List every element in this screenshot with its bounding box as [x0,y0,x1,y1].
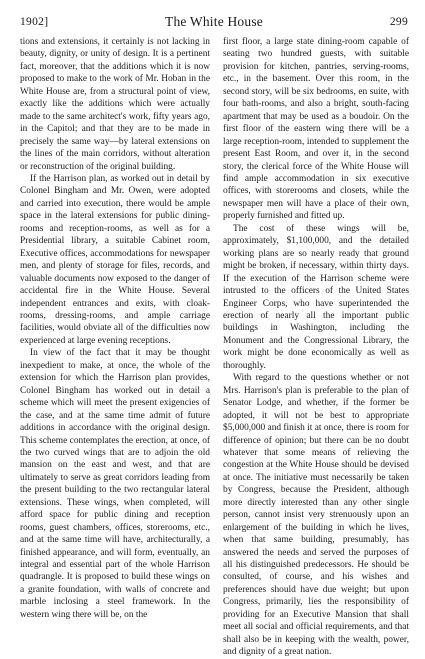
running-header [20,14,408,30]
paragraph: If the Harrison plan, as worked out in detail by Colonel Bingham and Mr. Owen, were adopted and carried into execution, there would be ample space in the lateral extensions for public dining-rooms and reception-rooms, as well as for a Presidential library, a suitable Cabinet room, Executive offices, accommodations for newspaper men, and plenty of storage for files, records, and valuable documents now exposed to the danger of accidental fire in the White House. Several independent entrances and exits, with cloak-rooms, dressing-rooms, and ample carriage facilities, would obviate all of the difficulties now experienced at large evening receptions. [20,173,210,346]
header-year: 1902] [20,16,49,28]
paragraph: first floor, a large state dining-room capable of seating two hundred guests, with suitable provision for kitchen, pantries, serving-rooms, etc., in the basement. Over this room, in the second story, will be six bedrooms, en suite, with four bath-rooms, and also a bright, south-facing apartment that may be used as a boudoir. On the first floor of the eastern wing there will be a large reception-room, intended to supplement the present East Room, and over it, in the second story, the clerical force of the White House will find ample accommodation in six executive offices, with storerooms and closets, while the newspaper men will have a place of their own, properly furnished and fitted up. [223,37,409,222]
page-number: 299 [389,16,408,28]
right-column [223,36,409,659]
paragraph: With regard to the questions whether or not Mrs. Harrison's plan is preferable to the plan of Senator Lodge, and whether, if the former be adopted, it will not be best to appropriate $5,000,000 and finish it at once, there is room for difference of opinion; but there can be no doubt whatever that some means of relieving the congestion at the White House should be devised at once. The initiative must necessarily be taken by Congress, because the President, although more directly interested than any other single person, cannot insist very strenuously upon an enlargement of the building in which he lives, when that same building, presumably, has answered the needs and served the purposes of all his distinguished predecessors. He should be consulted, of course, and his wishes and preferences should have due weight; but upon Congress, primarily, lies the responsibility of providing for an Executive Mansion that shall meet all social and official requirements, and that shall also be in keeping with the wealth, power, and dignity of a great nation. [223,373,409,658]
paragraph: tions and extensions, it certainly is not lacking in beauty, dignity, or unity of design. It is a pertinent fact, moreover, that the additions which it is now proposed to make to the work of Mr. Hoban in the White House are, from a structural point of view, exactly like the additions which were actually made to the same architect's work, fifty years ago, in the Capitol; and that they are to be made in precisely the same way—by lateral extensions on the lines of the main corridors, without alteration or reconstruction of the original building. [20,37,210,172]
paragraph: The cost of these wings will be, approximately, $1,100,000, and the detailed working plans are so nearly ready that ground might be broken, if necessary, within thirty days. If the execution of the Harrison scheme were intrusted to the officers of the United States Engineer Corps, who have superintended the erection of nearly all the important public buildings in Washington, including the Monument and the Congressional Library, the work might be done economically as well as thoroughly. [223,223,409,371]
left-column [20,36,210,621]
paragraph: In view of the fact that it may be thought inexpedient to make, at once, the whole of the extension for which the Harrison plan provides, Colonel Bingham has worked out in detail a scheme which will meet the present exigencies of the case, and at the same time admit of future additions in accordance with the original design. This scheme contemplates the erection, at once, of the two curved wings that are to adjoin the old mansion on the east and west, and that are ultimately to serve as great corridors leading from the present building to the two rectangular lateral extensions. These wings, when completed, will afford space for public dining and reception rooms, guest chambers, offices, storerooms, etc., and at the same time will have, architecturally, a finished appearance, and will form, eventually, an integral and essential part of the whole Harrison quadrangle. It is proposed to build these wings on a granite foundation, with walls of concrete and marble inclosing a steel framework. In the western wing there will be, on the [20,348,210,620]
header-title: The White House [165,14,263,29]
